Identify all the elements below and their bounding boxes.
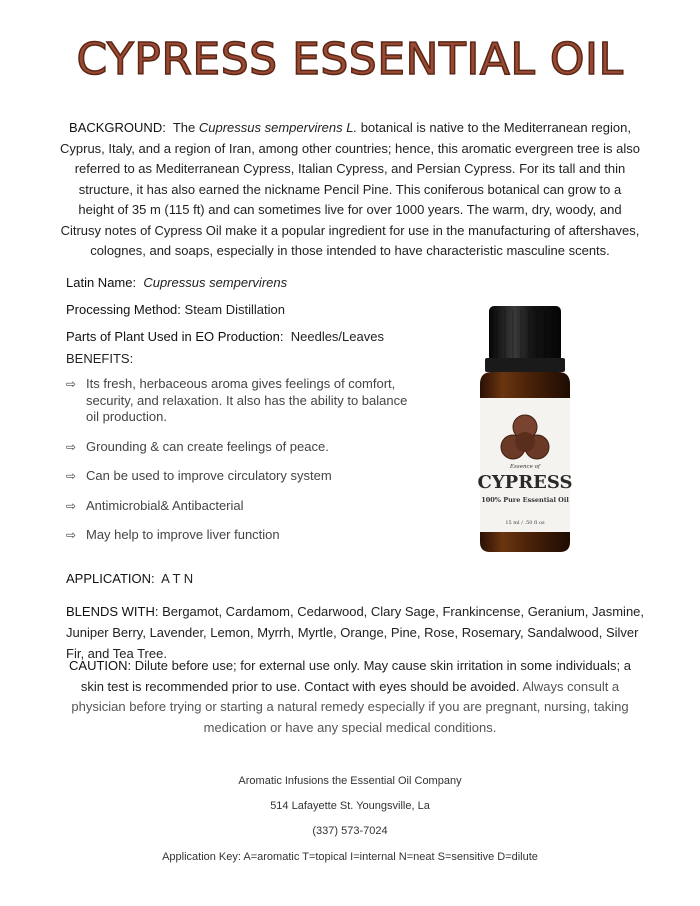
background-paragraph <box>60 118 640 262</box>
blends-paragraph <box>66 601 646 664</box>
footer-phone: (337) 573-7024 <box>312 825 388 837</box>
blends-label: BLENDS WITH: <box>66 604 159 619</box>
footer-application-key: Application Key: A=aromatic T=topical I=internal N=neat S=sensitive D=dilute <box>162 851 538 863</box>
bottle-cap <box>489 306 561 362</box>
background-label: BACKGROUND: <box>69 120 166 135</box>
benefits-heading: BENEFITS: <box>66 351 134 366</box>
application-row <box>66 571 193 586</box>
footer-address: 514 Lafayette St. Youngsville, La <box>270 800 430 812</box>
list-item <box>66 498 411 515</box>
caution-muted-text: Always consult a physician before trying or starting a natural remedy especially if you are pregnant, nursing, taking medication or have any special medical conditions. <box>71 678 629 735</box>
benefits-list <box>66 376 411 544</box>
benefit-text: Grounding & can create feelings of peace. <box>86 438 329 454</box>
latin-name-row <box>66 275 287 290</box>
benefit-text: May help to improve liver function <box>86 527 280 542</box>
footer-company: Aromatic Infusions the Essential Oil Company <box>238 775 462 787</box>
processing-method-row <box>66 302 285 317</box>
label-volume: 15 ml / .50 fl oz <box>505 520 545 526</box>
label-name: CYPRESS <box>477 472 573 493</box>
label-brand: Essence of <box>510 464 540 470</box>
label-purity: 100% Pure Essential Oil <box>481 496 569 504</box>
application-value: A T N <box>161 571 194 586</box>
list-item <box>66 376 411 426</box>
arrow-icon: ⇨ <box>66 469 77 483</box>
blends-value: Bergamot, Cardamom, Cedarwood, Clary Sage, Frankincense, Geranium, Jasmine, Juniper Berry, Lavender, Lemon, Myrrh, Myrtle, Orange, Pine, Rose, Rosemary, Sandalwood, Silver Fir, and Tea Tree. <box>66 604 645 661</box>
arrow-icon: ⇨ <box>66 498 77 513</box>
caution-paragraph <box>60 656 640 738</box>
page-title: CYPRESS ESSENTIAL OIL <box>76 34 624 85</box>
arrow-icon: ⇨ <box>66 528 77 542</box>
plant-parts-row <box>66 329 384 344</box>
caution-text: Dilute before use; for external use only. May cause skin irritation in some individuals; a skin test is recommended prior to use. Contact with eyes should be avoided. <box>80 658 631 694</box>
cypress-bottle-image <box>470 302 580 557</box>
latin-name-value: Cupressus sempervirens <box>143 275 288 290</box>
background-latin: Cupressus sempervirens L. <box>198 120 358 135</box>
plant-parts-value: Needles/Leaves <box>290 329 384 344</box>
benefit-text: Can be used to improve circulatory system <box>86 468 332 483</box>
processing-method-label: Processing Method: <box>66 302 181 317</box>
list-item <box>66 468 411 485</box>
caution-label: CAUTION: <box>69 658 132 673</box>
background-text-after: botanical is native to the Mediterranean region, Cyprus, Italy, and a region of Iran, among other countries; hence, this aromatic evergreen tree is also referred to as Mediterranean Cypress, Italian Cypress, and Persian Cypress. For its tall and thin structure, it has also earned the nickname Pencil Pine. This coniferous botanical can grow to a height of 35 m (115 ft) and can sometimes live for over 1000 years. The warm, dry, woody, and Citrusy notes of Cypress Oil make it a popular ingredient for use in the manufacturing of aftershaves, colognes, and soaps, especially in those intended to have characteristic masculine scents. <box>60 120 641 258</box>
application-label: APPLICATION: <box>66 571 155 586</box>
arrow-icon: ⇨ <box>66 439 77 454</box>
list-item <box>66 439 411 456</box>
processing-method-value: Steam Distillation <box>184 302 285 317</box>
list-item <box>66 527 411 544</box>
plant-parts-label: Parts of Plant Used in EO Production: <box>66 329 284 344</box>
benefit-text: Its fresh, herbaceous aroma gives feelings of comfort, security, and relaxation. It also has the ability to balance oil production. <box>86 376 408 424</box>
background-text-before: The <box>172 120 199 135</box>
latin-name-label: Latin Name: <box>66 275 137 290</box>
arrow-icon: ⇨ <box>66 377 77 391</box>
bottle-collar <box>485 358 565 372</box>
benefit-text: Antimicrobial& Antibacterial <box>86 497 244 513</box>
